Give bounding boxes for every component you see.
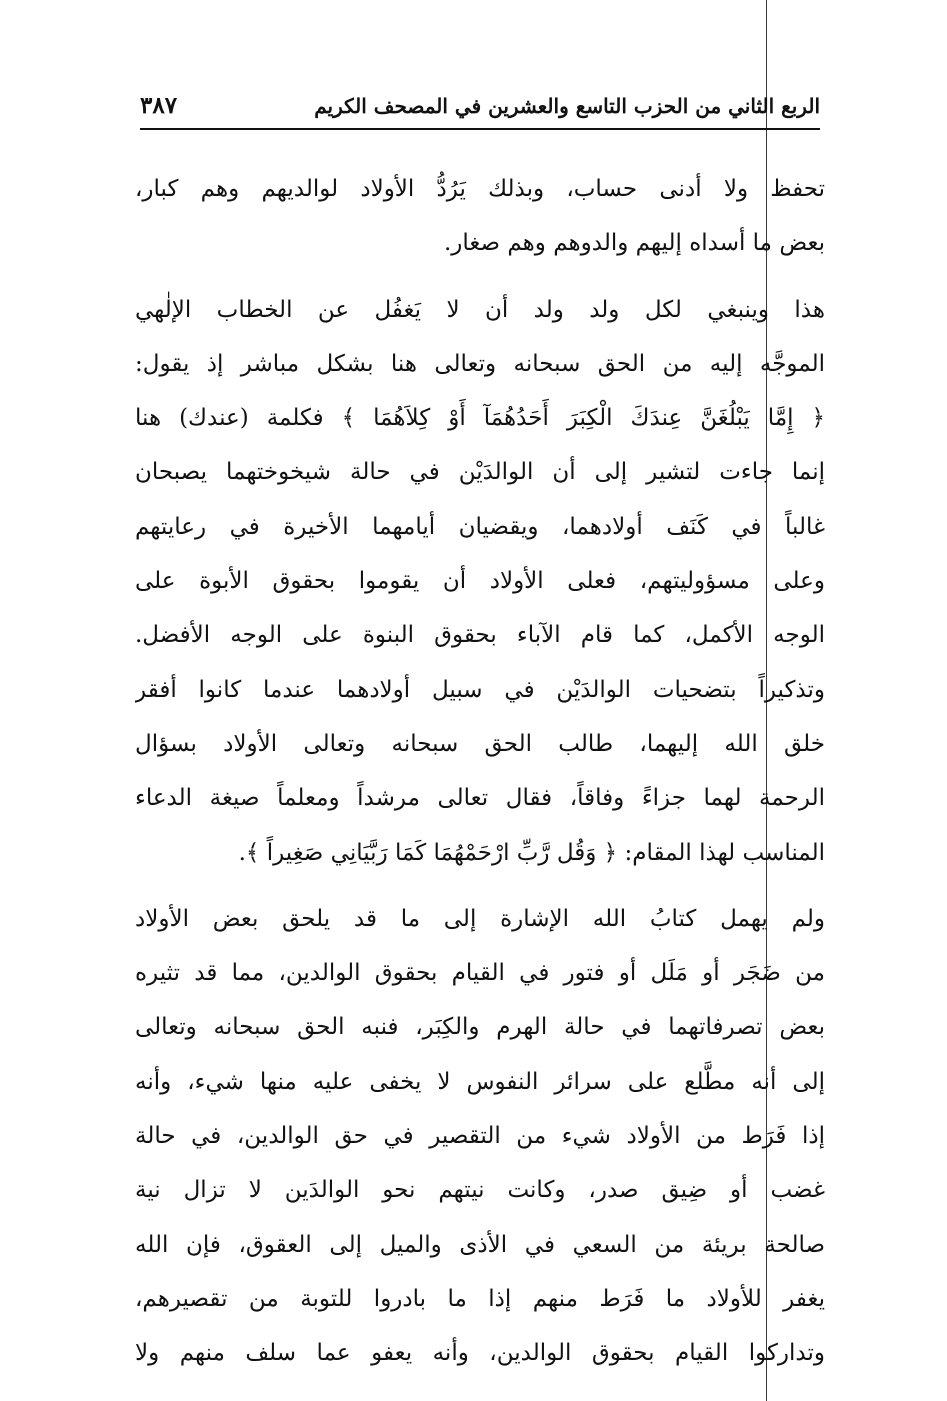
running-header xyxy=(140,92,820,128)
text-line: غضب أو ضِيق صدر، وكانت نيتهم نحو الوالدَين لا تزال نية xyxy=(135,1177,825,1204)
text-line: بعض ما أسداه إليهم والدوهم وهم صغار. xyxy=(443,230,825,257)
page-number: ٣٨٧ xyxy=(140,92,178,119)
header-title: الربع الثاني من الحزب التاسع والعشرين في المصحف الكريم xyxy=(314,94,820,118)
text-line: ولم يهمل كتابُ الله الإشارة إلى ما قد يلحق بعض الأولاد xyxy=(135,905,825,932)
text-line: ﴿ إِمَّا يَبْلُغَنَّ عِندَكَ الْكِبَرَ أَحَدُهُمَآ أَوْ كِلاَهُمَا ﴾ فكلمة (عندك) هنا xyxy=(135,405,825,432)
text-line: خلق الله إليهما، طالب الحق سبحانه وتعالى الأولاد بسؤال xyxy=(135,730,825,757)
text-line: يغفر للأولاد ما فَرَط منهم إذا ما بادروا للتوبة من تقصيرهم، xyxy=(135,1285,825,1312)
text-line: وتداركوا القيام بحقوق الوالدين، وأنه يعفو عما سلف منهم ولا xyxy=(135,1340,825,1367)
header-rule xyxy=(140,128,820,130)
text-line: الموجَّه إليه من الحق سبحانه وتعالى هنا بشكل مباشر إذ يقول: xyxy=(135,350,825,377)
text-line: وتذكيراً بتضحيات الوالدَيْن في سبيل أولادهما عندما كانوا أفقر xyxy=(135,676,825,703)
paragraph xyxy=(135,283,825,880)
text-line: بعض تصرفاتهما في حالة الهرم والكِبَر، فنبه الحق سبحانه وتعالى xyxy=(135,1014,825,1041)
text-line: الرحمة لهما جزاءً وفاقاً، فقال تعالى مرشداً ومعلماً صيغة الدعاء xyxy=(135,785,825,812)
paragraph xyxy=(135,162,825,271)
body-text xyxy=(135,162,825,1381)
text-line: من ضَجَر أو مَلَل أو فتور في القيام بحقوق الوالدين، مما قد تثيره xyxy=(135,960,825,987)
text-line: إذا فَرَط من الأولاد شيء من التقصير في حق الوالدين، في حالة xyxy=(135,1123,825,1150)
text-line: وعلى مسؤوليتهم، فعلى الأولاد أن يقوموا بحقوق الأبوة على xyxy=(135,568,825,595)
text-line: هذا وينبغي لكل ولد ولد أن لا يَغفُل عن الخطاب الإلٰهي xyxy=(135,296,825,323)
text-line: إلى أنه مطَّلع على سرائر النفوس لا يخفى عليه منها شيء، وأنه xyxy=(135,1068,825,1095)
paragraph xyxy=(135,892,825,1381)
text-line: إنما جاءت لتشير إلى أن الوالدَيْن في حالة شيخوختهما يصبحان xyxy=(135,459,825,486)
text-line: الوجه الأكمل، كما قام الآباء بحقوق البنوة على الوجه الأفضل. xyxy=(135,622,825,649)
text-line: غالباً في كَنَف أولادهما، ويقضيان أيامهما الأخيرة في رعايتهم xyxy=(135,513,825,540)
text-line: صالحة بريئة من السعي في الأذى والميل إلى العقوق، فإن الله xyxy=(135,1231,825,1258)
text-line: تحفظ ولا أدنى حساب، وبذلك يَرُدُّ الأولاد لوالديهم وهم كبار، xyxy=(135,176,825,202)
text-line: المناسب لهذا المقام: ﴿ وَقُل رَّبِّ ارْحَمْهُمَا كَمَا رَبَّيَانِي صَغِيراً ﴾. xyxy=(238,839,825,866)
